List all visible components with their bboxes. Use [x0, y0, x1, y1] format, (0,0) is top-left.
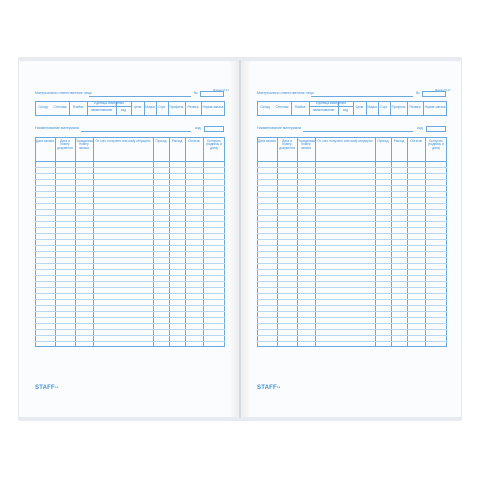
material-name-label: Наименование материала	[35, 126, 80, 130]
ledger-row-line	[257, 257, 447, 258]
ledger-row-line	[257, 341, 447, 342]
ledger-divider	[375, 137, 376, 347]
ledger-column-label: Расход	[393, 139, 405, 143]
ledger-row-line	[257, 173, 447, 174]
ledger-divider	[391, 137, 392, 347]
form-number: Форма М-17	[435, 88, 451, 92]
ledger-divider	[277, 137, 278, 347]
ledger-row-line	[257, 221, 447, 222]
ledger-divider	[153, 137, 154, 347]
number-label: №	[416, 91, 420, 95]
ledger-column-label: От кого получено или кому отпущено	[95, 139, 151, 143]
ledger-column-label: Расход	[171, 139, 183, 143]
ledger-divider	[425, 137, 426, 347]
code-box	[426, 126, 446, 132]
ledger-column-label: Контроль (подпись и дата)	[206, 139, 222, 150]
ledger-row-line	[35, 299, 225, 300]
ledger-column-label: Дата и номер документа	[279, 139, 295, 150]
ledger-divider	[315, 137, 316, 347]
ledger-divider	[169, 137, 170, 347]
right-page	[241, 61, 461, 417]
ledger-divider	[55, 137, 56, 347]
ledger-row-line	[35, 191, 225, 192]
responsible-person-label: Материально ответственное лицо	[257, 91, 314, 95]
responsible-person-line	[89, 96, 191, 97]
ledger-row-line	[257, 233, 447, 234]
ledger-row-line	[35, 239, 225, 240]
unit-code-label: код	[121, 108, 126, 112]
staff-logo	[257, 385, 281, 391]
ledger-row-line	[35, 209, 225, 210]
number-box	[422, 91, 446, 97]
material-name-line	[81, 131, 191, 132]
ledger-row-line	[257, 191, 447, 192]
ledger-row-line	[257, 317, 447, 318]
responsible-person-label: Материально ответственное лицо	[35, 91, 92, 95]
ledger-table	[35, 137, 225, 347]
logo-text: STAFF	[257, 385, 277, 391]
ledger-column-label: Порядковый номер записи	[297, 139, 316, 150]
ledger-header-bottom	[257, 161, 447, 162]
ledger-divider	[203, 137, 204, 347]
ledger-row-line	[257, 251, 447, 252]
unit-code-label: код	[343, 108, 348, 112]
code-label: код	[417, 126, 423, 130]
top-column-label: Профиль	[391, 105, 406, 109]
ledger-table	[257, 137, 447, 347]
ledger-column-label: Дата и номер документа	[57, 139, 73, 150]
ledger-row-line	[35, 317, 225, 318]
top-column-label: Склад	[260, 105, 270, 109]
ledger-row-line	[35, 263, 225, 264]
ledger-divider	[185, 137, 186, 347]
ledger-row-line	[35, 185, 225, 186]
logo-text: STAFF	[35, 385, 55, 391]
ledger-row-line	[257, 245, 447, 246]
number-label: №	[194, 91, 198, 95]
ledger-column-label: Порядковый номер записи	[75, 139, 94, 150]
top-column-label: Профиль	[169, 105, 184, 109]
ledger-row-line	[35, 329, 225, 330]
ledger-row-line	[257, 263, 447, 264]
ledger-divider	[297, 137, 298, 347]
ledger-row-line	[35, 305, 225, 306]
ledger-row-line	[35, 233, 225, 234]
code-box	[204, 126, 224, 132]
unit-name-label: наименование	[312, 108, 335, 112]
ledger-row-line	[35, 251, 225, 252]
top-column-label: Цена	[133, 105, 142, 109]
ledger-header-bottom	[35, 161, 225, 162]
top-column-label: Цена	[355, 105, 364, 109]
ledger-row-line	[257, 323, 447, 324]
ledger-row-line	[35, 341, 225, 342]
ledger-divider	[93, 137, 94, 347]
ledger-row-line	[35, 173, 225, 174]
ledger-row-line	[35, 167, 225, 168]
top-column-label: Размер	[187, 105, 199, 109]
top-column-label: Стеллаж	[53, 105, 67, 109]
ledger-row-line	[257, 167, 447, 168]
ledger-row-line	[257, 311, 447, 312]
ledger-row-line	[257, 209, 447, 210]
ledger-row-line	[257, 281, 447, 282]
left-page	[19, 61, 239, 417]
ledger-row-line	[257, 335, 447, 336]
ledger-column-label: Приход	[377, 139, 389, 143]
ledger-column-label: Приход	[155, 139, 167, 143]
ledger-row-line	[257, 305, 447, 306]
ledger-row-line	[257, 275, 447, 276]
top-column-label: Склад	[38, 105, 48, 109]
ledger-column-label: Дата записи	[257, 139, 277, 143]
ledger-row-line	[257, 197, 447, 198]
ledger-row-line	[257, 239, 447, 240]
ledger-row-line	[257, 293, 447, 294]
material-name-line	[303, 131, 413, 132]
ledger-row-line	[35, 269, 225, 270]
top-column-label: Ячейка	[72, 105, 84, 109]
material-name-label: Наименование материала	[257, 126, 302, 130]
responsible-person-line	[311, 96, 413, 97]
ledger-row-line	[35, 197, 225, 198]
unit-group-label: Единица измерения	[94, 101, 124, 105]
ledger-row-line	[257, 329, 447, 330]
top-column-label: Норма запаса	[424, 105, 446, 109]
ledger-row-line	[35, 245, 225, 246]
top-column-label: Сорт	[158, 105, 166, 109]
ledger-column-label: От кого получено или кому отпущено	[317, 139, 373, 143]
ledger-column-label: Контроль (подпись и дата)	[428, 139, 444, 150]
ledger-divider	[75, 137, 76, 347]
logo-mark: ¹⁴	[54, 385, 59, 390]
ledger-divider	[407, 137, 408, 347]
ledger-column-label: Остаток	[410, 139, 422, 143]
top-column-label: Сорт	[380, 105, 388, 109]
ledger-row-line	[35, 287, 225, 288]
unit-group-label: Единица измерения	[316, 101, 346, 105]
top-column-label: Марка	[367, 105, 377, 109]
ledger-row-line	[35, 227, 225, 228]
unit-name-label: наименование	[90, 108, 113, 112]
ledger-row-line	[35, 335, 225, 336]
ledger-row-line	[257, 227, 447, 228]
ledger-row-line	[257, 269, 447, 270]
ledger-row-line	[257, 203, 447, 204]
unit-group-split	[309, 106, 353, 107]
number-box	[200, 91, 224, 97]
top-column-label: Марка	[145, 105, 155, 109]
ledger-row-line	[35, 203, 225, 204]
ledger-row-line	[257, 185, 447, 186]
ledger-row-line	[35, 281, 225, 282]
ledger-row-line	[257, 179, 447, 180]
ledger-row-line	[35, 215, 225, 216]
ledger-row-line	[257, 299, 447, 300]
ledger-row-line	[35, 275, 225, 276]
ledger-row-line	[35, 221, 225, 222]
ledger-row-line	[35, 311, 225, 312]
ledger-row-line	[35, 179, 225, 180]
unit-group-split	[87, 106, 131, 107]
top-column-label: Ячейка	[294, 105, 306, 109]
ledger-column-label: Остаток	[188, 139, 200, 143]
ledger-row-line	[35, 293, 225, 294]
top-column-label: Стеллаж	[275, 105, 289, 109]
ledger-row-line	[257, 287, 447, 288]
staff-logo	[35, 385, 59, 391]
top-column-label: Размер	[409, 105, 421, 109]
logo-mark: ¹⁴	[276, 385, 281, 390]
ledger-row-line	[35, 323, 225, 324]
ledger-row-line	[257, 215, 447, 216]
ledger-row-line	[35, 257, 225, 258]
form-number: Форма М-17	[213, 88, 229, 92]
ledger-column-label: Дата записи	[35, 139, 55, 143]
top-column-label: Норма запаса	[202, 105, 224, 109]
code-label: код	[195, 126, 201, 130]
